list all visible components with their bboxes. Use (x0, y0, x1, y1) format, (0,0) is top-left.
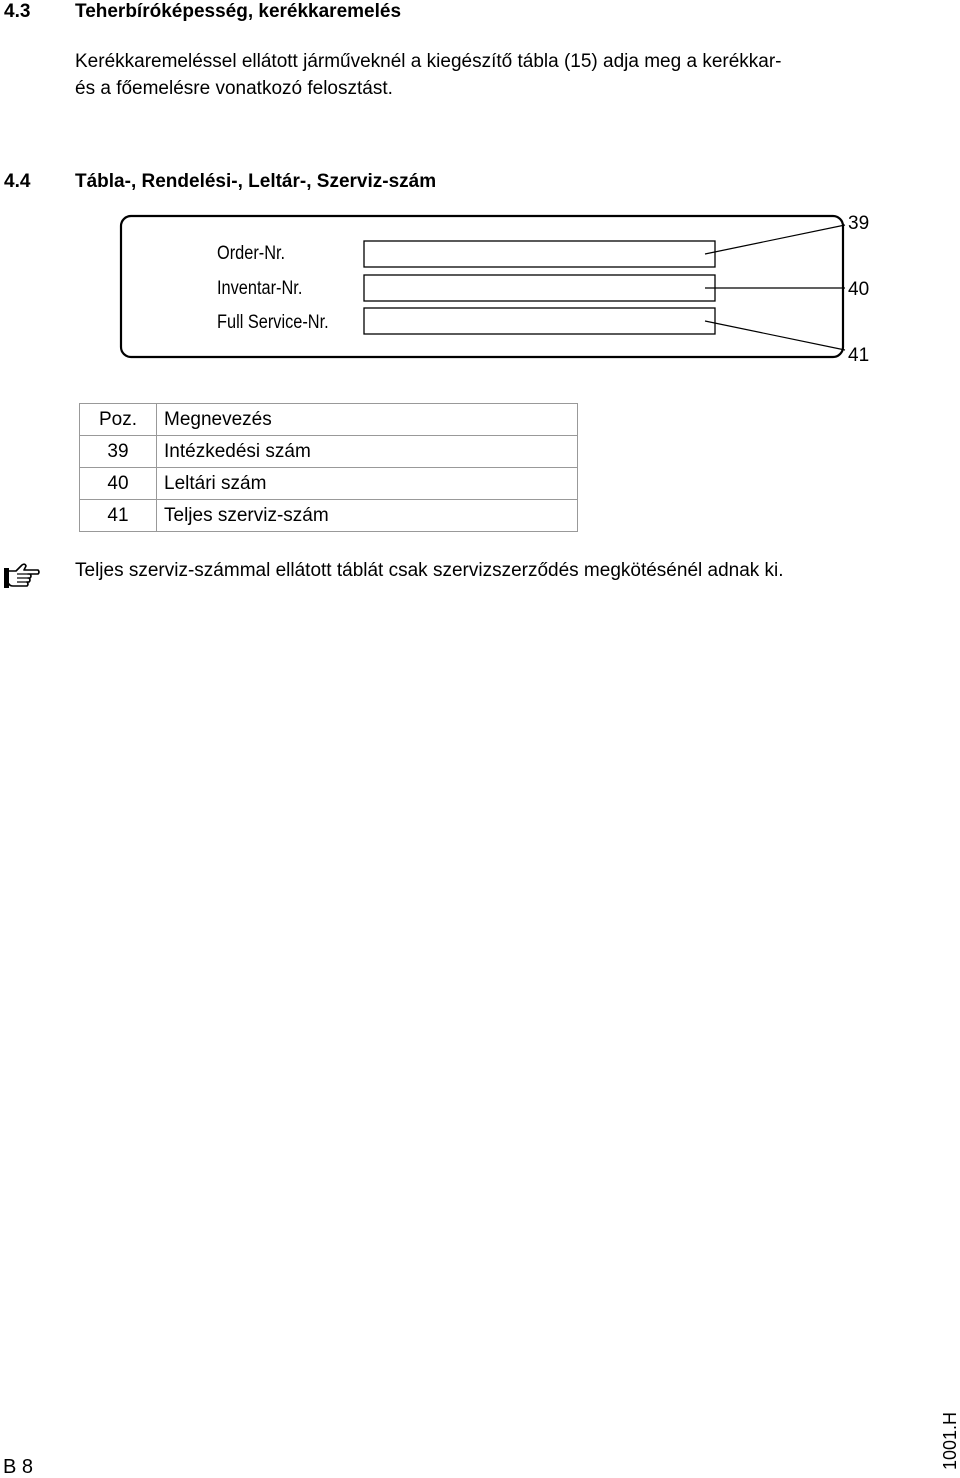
leader-line-41 (705, 321, 845, 350)
section-title-4-4: Tábla-, Rendelési-, Leltár-, Szerviz-szám (75, 171, 437, 192)
position-table (79, 403, 578, 532)
callout-39: 39 (848, 213, 870, 234)
full-service-nr-field (364, 308, 715, 334)
document-code (939, 1411, 960, 1471)
section-number-4-4: 4.4 (4, 171, 31, 192)
section-number-4-3: 4.3 (4, 1, 31, 22)
body-line: Kerékkaremeléssel ellátott járműveknél a kiegészítő tábla (15) adja meg a kerékkar- (75, 51, 782, 72)
plate-label-order: Order-Nr. (217, 243, 286, 264)
nameplate-drawing (0, 205, 960, 375)
callout-40: 40 (848, 279, 870, 300)
order-nr-field (364, 241, 715, 267)
nameplate-diagram (0, 205, 960, 375)
table-row (80, 468, 578, 500)
table-header-poz: Poz. (80, 404, 157, 436)
section-4-3-body (75, 48, 782, 102)
table-cell-poz: 40 (80, 468, 157, 500)
table-cell-poz: 41 (80, 500, 157, 532)
document-code-text: 1001.H (940, 1411, 960, 1471)
leader-line-39 (705, 225, 845, 254)
table-header-megnevezes: Megnevezés (157, 404, 578, 436)
plate-label-inventar: Inventar-Nr. (217, 278, 303, 299)
callout-41: 41 (848, 345, 870, 366)
table-cell-poz: 39 (80, 436, 157, 468)
inventar-nr-field (364, 275, 715, 301)
table-header-row (80, 404, 578, 436)
note-text: Teljes szerviz-számmal ellátott táblát csak szervizszerződés megkötésénél adnak ki. (75, 560, 784, 581)
page-number: B 8 (3, 1456, 34, 1478)
pointing-hand-icon (3, 562, 41, 590)
section-title-4-3: Teherbíróképesség, kerékkaremelés (75, 1, 402, 22)
table-row (80, 436, 578, 468)
table-row (80, 500, 578, 532)
table-cell-name: Intézkedési szám (157, 436, 578, 468)
plate-label-full-service: Full Service-Nr. (217, 312, 329, 333)
table-cell-name: Leltári szám (157, 468, 578, 500)
body-line: és a főemelésre vonatkozó felosztást. (75, 78, 393, 99)
table-cell-name: Teljes szerviz-szám (157, 500, 578, 532)
